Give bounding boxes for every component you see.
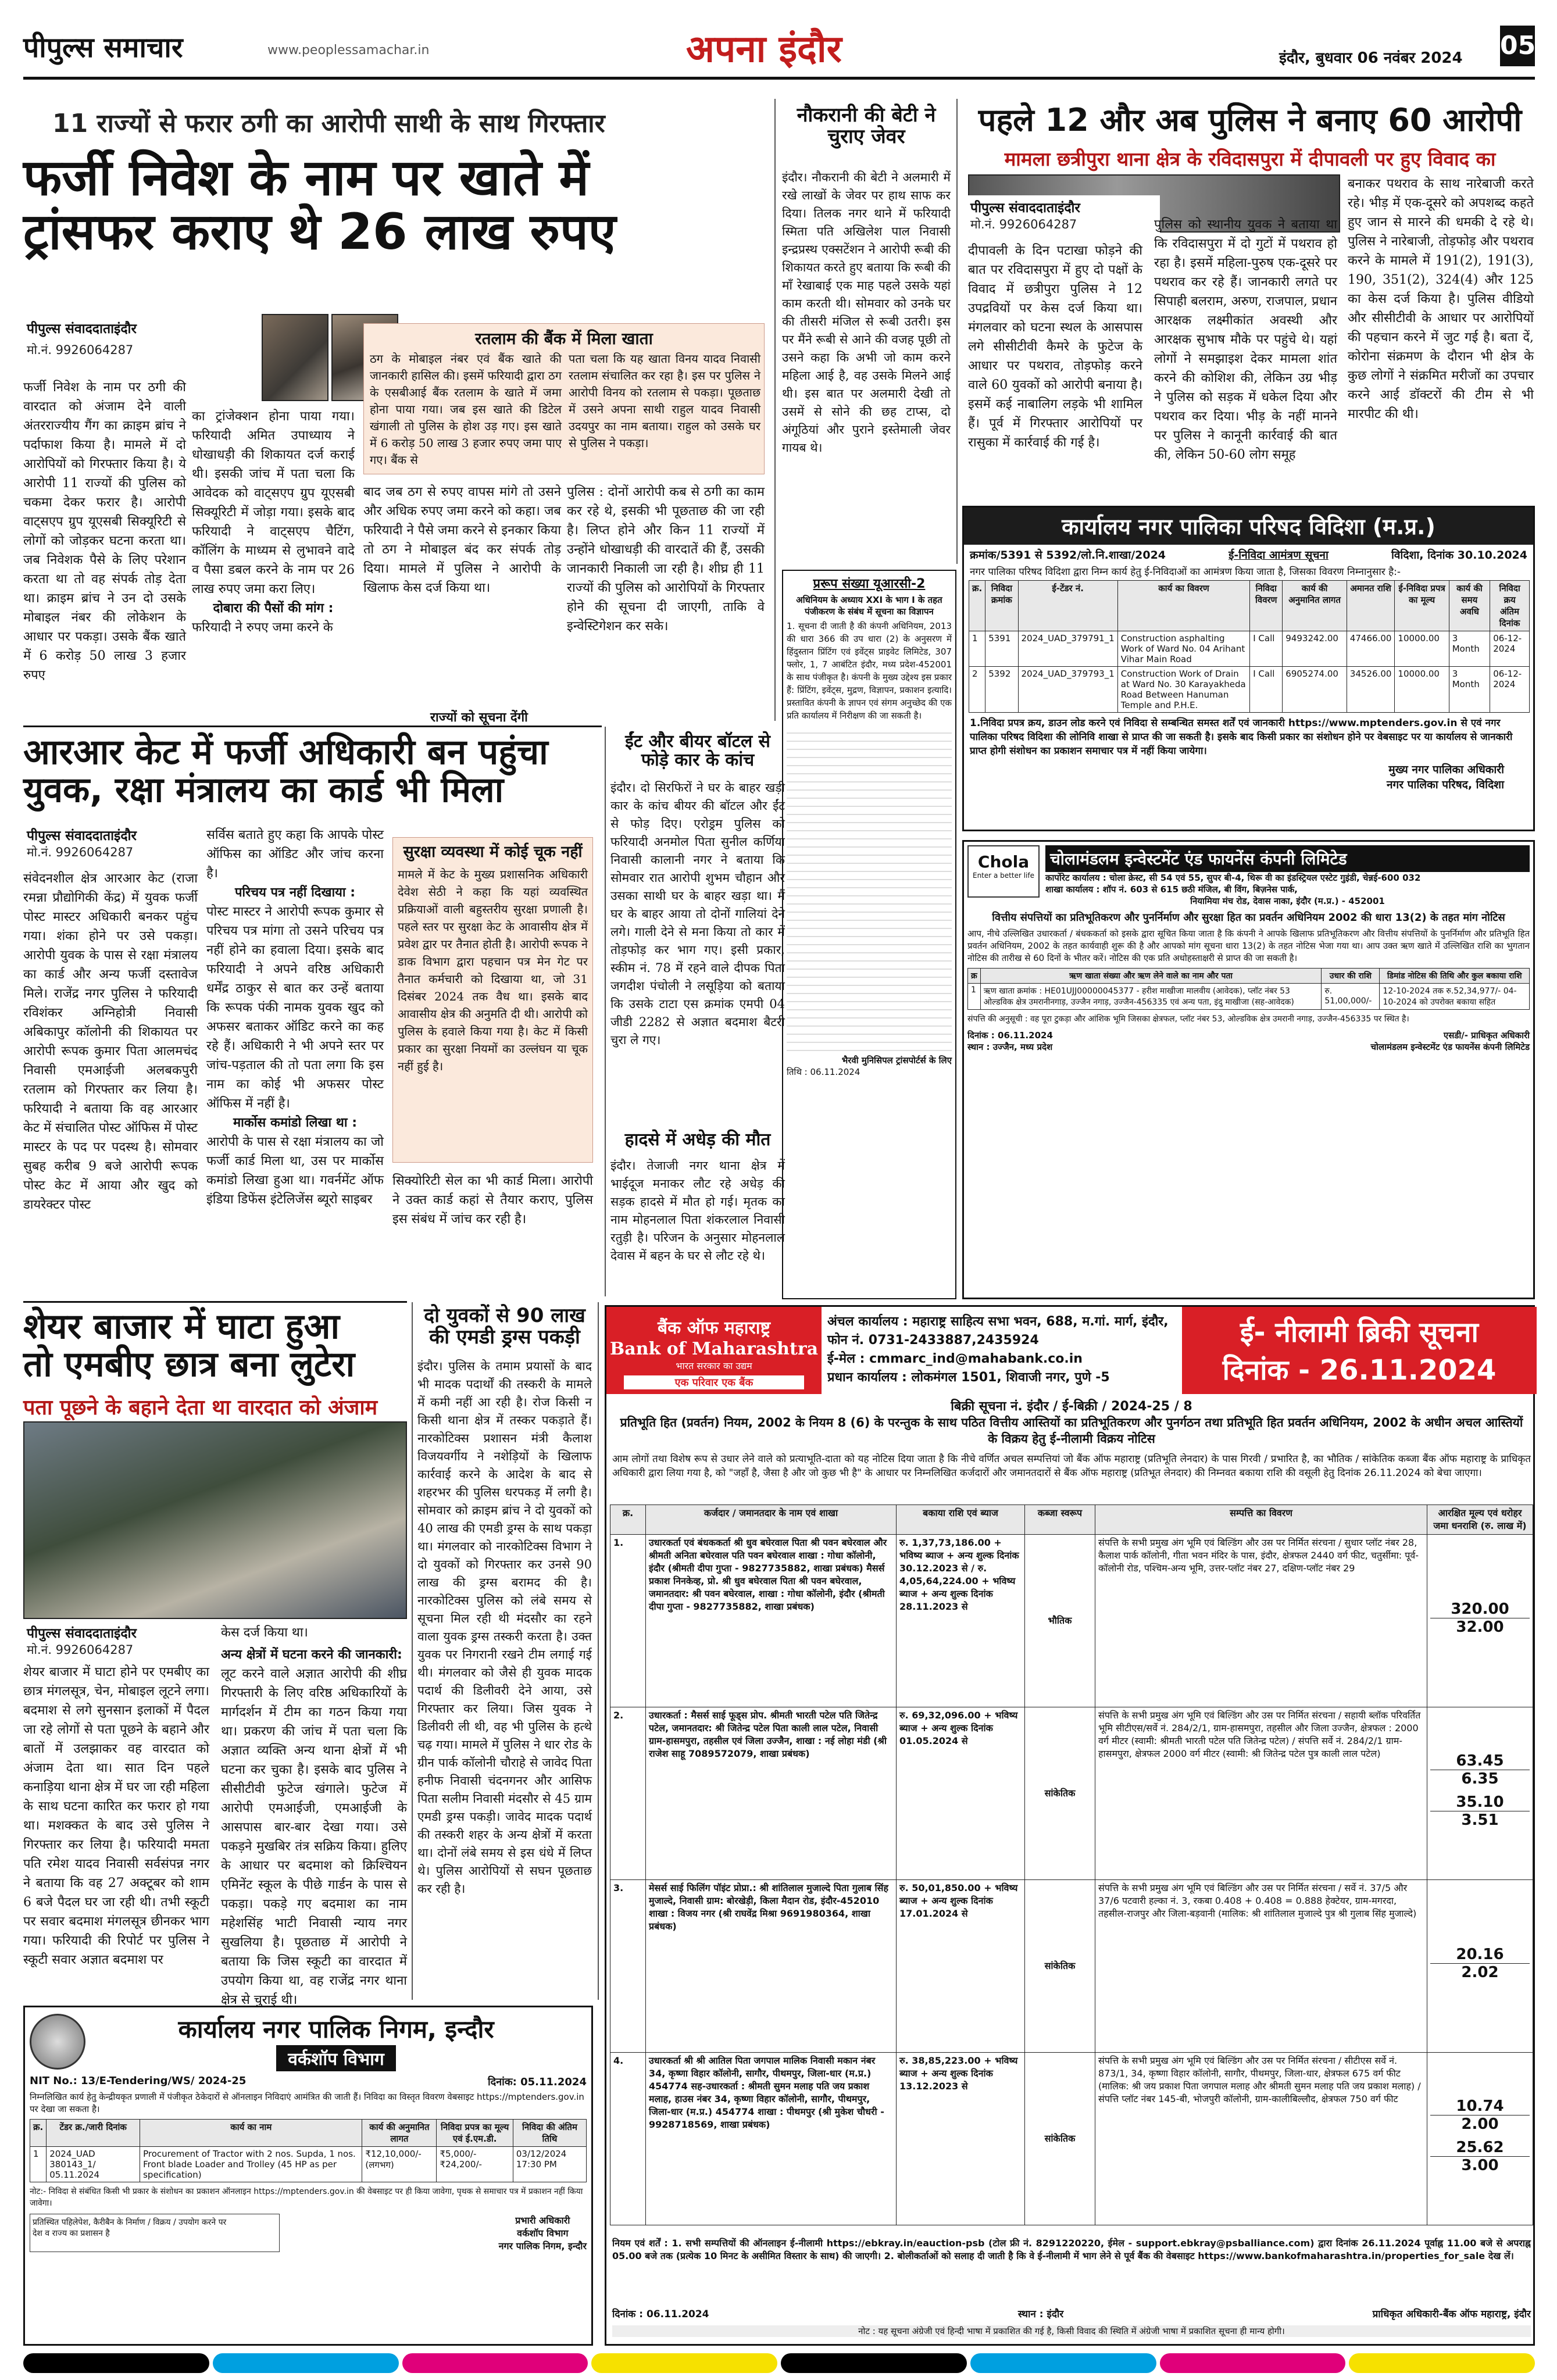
nigam-footer-left [30, 2214, 280, 2252]
table-cell: I Call [1250, 631, 1283, 667]
table-cell: Construction Work of Drain at Ward No. 30 Karayakheda Road Between Hanuman Temple and P.H.E. [1117, 667, 1249, 713]
table-header-cell: कार्य की अनुमानित लागत [362, 2120, 437, 2147]
bom-footer-date: दिनांक : 06.11.2024 [612, 2308, 709, 2320]
col-divider [774, 99, 776, 721]
table-cell: 2 [969, 667, 985, 713]
col-divider [956, 99, 958, 564]
table-cell: ₹5,000/- ₹24,200/- [437, 2147, 513, 2182]
col-divider [598, 1302, 599, 2000]
col2-text-b: फरियादी ने रुपए जमा करने के [192, 620, 333, 635]
bom-footer-sign: प्राधिकृत अधिकारी-बैंक ऑफ महाराष्ट्र, इंदौर [1372, 2308, 1531, 2320]
bom-title: ई- नीलामी ब्रिकी सूचना [1240, 1316, 1479, 1349]
byline-mobile: मो.नं. 9926064287 [27, 1643, 134, 1657]
story-drugs-headline [417, 1305, 592, 1348]
headline-line-1: फर्जी निवेश के नाम पर खाते में [23, 149, 589, 207]
story-mba-subhead: पता पूछने के बहाने देता था वारदात को अंजाम [23, 1396, 378, 1420]
color-swatch [781, 2353, 967, 2373]
table-header-cell: निविदा क्रमांक [985, 581, 1018, 631]
possession-cell: भौतिक [1025, 1535, 1095, 1707]
table-row [610, 2053, 1533, 2225]
nigam-sign-2: वर्कशॉप विभाग [517, 2228, 569, 2239]
property-cell: संपत्ति के सभी प्रमुख अंग भूमि एवं बिल्डिंग और उस पर निर्मित संरचना / सुधार प्लॉट नंबर 28, कैलाश पार्क कॉलोनी, गीता भवन मंदिर के पास, इंदौर, क्षेत्रफल 2440 वर्ग फीट, चतुर्सीमा: पूर्व-कॉलोनी रोड, पश्चिम-अन्य भूमि, उत्तर-प्लॉट नंबर 27, दक्षिण-प्लॉट नंबर 29 [1095, 1535, 1427, 1707]
table-header-cell: कब्जा स्वरूप [1025, 1505, 1095, 1535]
earnest-money: 2.02 [1461, 1963, 1499, 1981]
table-header-cell: कार्य की समय अवधि [1449, 581, 1490, 631]
table-header-cell: क्र. [610, 1505, 646, 1535]
story-mba-photo [23, 1421, 407, 1619]
col2-text-c: आरोपी के पास से रक्षा मंत्रालय का जो फर्जी कार्ड मिला था, उस पर मार्कोस कमांडो लिखा हुआ था। गवर्नमेंट ऑफ इंडिया डिफेंस इंटेलिजेंस ब्यूरो साइबर [206, 1135, 384, 1207]
story-fraud-headline [23, 151, 773, 259]
table-header-cell: क्र [968, 969, 981, 984]
borrower-cell: उधारकर्ता एवं बंधककर्ता श्री धुव बघेरवाल पिता श्री पवन बघेरवाल और श्रीमती अनिता बघेरवाल पति पवन बघेरवाल शाखा : गोधा कॉलोनी, इंदौर (श्रीमती दीपा गुप्ता - 9827735882, शाखा प्रबंधक) मैसर्स प्रकाश निनकेव्ह, प्रो. श्री धुव बघेरवाल पिता श्री पवन बघेरवाल, जमानतदार: श्री पवन बघेरवाल, शाखा : गोधा कॉलोनी, इंदौर (श्रीमती दीपा गुप्ता - 9827735882, शाखा प्रबंधक) [646, 1535, 897, 1707]
table-cell: I Call [1250, 667, 1283, 713]
reserve-price: 10.74 [1430, 2097, 1530, 2115]
story-fraud-col4: पुलिस : दोनों आरोपी कब से ठगी का काम कर रहे थे, इसकी भी पूछताछ की जा रही है। लिप्त होने और किन 11 राज्यों में उन्होंने धोखाधड़ी की वारदातें की हैं, उसकी जानकारी निकाली जा रही है। शीघ्र ही 11 राज्यों की पुलिस को आरोपियों के गिरफ्तार होने की सूचना दी जाएगी, ताकि वे इन्वेस्टिगेशन कर सके। [567, 485, 765, 634]
vidisha-sign-1: मुख्य नगर पालिका अधिकारी [1388, 763, 1504, 776]
vidisha-tender-notice [962, 506, 1535, 831]
chola-date: दिनांक : 06.11.2024 [967, 1030, 1053, 1041]
ratlam-box [363, 323, 765, 474]
bom-hq: प्रधान कार्यालय : लोकमंगल 1501, शिवाजी नगर, पुणे -5 [827, 1370, 1110, 1385]
table-header-cell: अमानत राशि [1347, 581, 1395, 631]
urc2-date: तिथि : 06.11.2024 [787, 1067, 860, 1077]
table-header-cell: निविदा क्रय अंतिम दिनांक [1490, 581, 1530, 631]
byline-name: पीपुल्स संवाददाता [27, 321, 115, 337]
chola-sign-2: चोलामंडलम इन्वेस्टमेंट एंड फायनेंस कंपनी लिमिटेड [1370, 1042, 1530, 1052]
chola-sign-1: एसडी/- प्राधिकृत अधिकारी [1443, 1030, 1530, 1041]
bom-act: प्रतिभूति हित (प्रवर्तन) नियम, 2002 के नियम 8 (6) के परन्तुक के साथ पठित वित्तीय आस्तियों का प्रतिभूतिकरण और पुनर्गठन तथा प्रतिभूति हित प्रवर्तन अधिनियम, 2002 के अधीन अचल आस्तियों के विक्रय हेतु ई-नीलामी विक्रय नोटिस [620, 1416, 1523, 1446]
color-swatch [1349, 2353, 1535, 2373]
chola-footer [967, 1030, 1530, 1053]
story-60-col2: पुलिस को स्थानीय युवक ने बताया था कि रविदासपुरा में दो गुटों में पथराव हो रहा है। इसमें महिला-पुरुष एक-दूसरे पर पथराव कर रहे हैं। जानकारी लगते पर सिपाही बलराम, अरुण, राजपाल, प्रधान आरक्षक लक्ष्मीकांत अवस्थी और आरक्षक सुभाष मौके पर पहुंचे थे। यहां लोगों ने समझाइश देकर मामला शांत करने की कोशिश की, लेकिन उग्र भीड़ ने पुलिस को सड़क में धकेल दिया और पथराव कर दिया। भीड़ के नहीं मानने पर पुलिस ने कानूनी कार्रवाई की बात की, लेकिन 50-60 लोग समूह [1154, 217, 1337, 462]
headline-line-2: तो एमबीए छात्र बना लुटेरा [23, 1343, 355, 1385]
chola-branch-2: नियामिया मंच रोड, देवास नाका, इंदौर (म.प्र.) - 452001 [1190, 896, 1385, 906]
story-60-headline: पहले 12 और अब पुलिस ने बनाए 60 आरोपी [978, 102, 1522, 138]
chola-logo-tag: Enter a better life [972, 871, 1034, 880]
col-divider [605, 727, 606, 1296]
nigam-footer [30, 2214, 587, 2252]
nigam-note: नोट:- निविदा से संबंधित किसी भी प्रकार के संशोधन का प्रकाशन ऑनलाइन https://mptenders.gov.in की वेबसाइट पर ही किया जावेगा, पृथक से समाचार पत्र में प्रकाशन नहीं किया जावेगा। [30, 2187, 583, 2208]
nigam-dept: वर्कशॉप विभाग [276, 2045, 396, 2071]
amount-cell: रु. 50,01,850.00 + भविष्य ब्याज + अन्य शुल्क दिनांक 17.01.2024 से [897, 1880, 1025, 2053]
table-row [610, 1707, 1533, 1880]
table-cell: 10000.00 [1395, 667, 1449, 713]
byline-name: पीपुल्स संवाददाता [970, 201, 1058, 216]
color-swatch [591, 2353, 777, 2373]
vidisha-signature [964, 762, 1533, 792]
table-cell: 2024_UAD_379793_1 [1018, 667, 1117, 713]
story-accident-body: इंदौर। तेजाजी नगर थाना क्षेत्र में भाईदूज मनाकर लौट रहे अधेड़ की सड़क हादसे में मौत हो गई। मृतक का नाम मोहनलाल पिता शंकरलाल निवासी रतुड़ी है। परिजन के अनुसार मोहनलाल देवास में बहन के घर से लौट रहे थे। [610, 1159, 785, 1263]
chola-header [967, 845, 1530, 907]
urc2-body: 1. सूचना दी जाती है की कंपनी अधिनियम, 2013 की धारा 366 की उप धारा (2) के अनुसरण में हिंदुस्तान प्रिंटिंग एवं इवेंट्स प्राइवेट लिमिटेड, 307 फ्लोर, 1, 7 आबंटित इंदौर, मध्य प्रदेश-452001 के साथ पंजीकृत है। कंपनी के मुख्य उद्देश्य इस प्रकार हैं: प्रिंटिंग, इवेंट्स, मुद्रण, विज्ञापन, प्रकाशन इत्यादि। प्रस्तावित कंपनी के ज्ञापन एवं संगम अनुच्छेद की एक प्रति कार्यालय में निरीक्षण की जा सकती है। [787, 621, 952, 721]
amount-cell: रु. 38,85,223.00 + भविष्य ब्याज + अन्य शुल्क दिनांक 13.12.2023 से [897, 2053, 1025, 2225]
earnest-money: 6.35 [1461, 1770, 1499, 1788]
color-swatch [213, 2353, 399, 2373]
nigam-sign-1: प्रभारी अधिकारी [515, 2215, 570, 2226]
vidisha-date: विदिशा, दिनांक 30.10.2024 [1391, 549, 1527, 562]
print-color-bar [23, 2353, 1535, 2373]
bom-tagline: एक परिवार एक बैंक [624, 1375, 804, 1389]
byline-mobile: मो.नं. 9926064287 [27, 343, 134, 357]
table-cell: रु. 51,00,000/- [1322, 984, 1380, 1010]
chola-logo [967, 845, 1040, 898]
nigam-refline [30, 2075, 587, 2089]
table-cell: 10000.00 [1395, 631, 1449, 667]
byline-mobile: मो.नं. 9926064287 [970, 217, 1077, 231]
ratlam-box-title: रतलाम की बैंक में मिला खाता [475, 329, 653, 348]
story-fraud-byline [27, 319, 259, 358]
byline-city: इंदौर [114, 321, 137, 337]
table-header-row [610, 1505, 1533, 1535]
table-cell: 5392 [985, 667, 1018, 713]
table-header-cell: क्र. [969, 581, 985, 631]
table-cell: 2024_UAD_379791_1 [1018, 631, 1117, 667]
ratlam-box-col2: पता चला कि यह खाता विनय यादव निवासी रतलाम संचालित कर रहा है। इस पर पुलिस ने आरोपी विनय को रतलाम से पकड़ा। पूछताछ में उसने अपना साथी राहुल यादव निवासी उदयपुर का नाम बताया। राहुल को उसके घर से पुलिस ने पकड़ा। [569, 352, 760, 450]
bom-office [827, 1313, 1176, 1387]
reserve-price: 320.00 [1430, 1600, 1530, 1618]
table-cell: 12-10-2024 तक रु.52,34,977/- 04-10-2024 को उपरोक्त बकाया सहित [1380, 984, 1530, 1010]
story-rrcat-col4: सिक्योरिटी सेल का भी कार्ड मिला। आरोपी ने उक्त कार्ड कहां से तैयार कराए, पुलिस इस संबंध में जांच कर रही है। [392, 1174, 593, 1227]
story-60-col1: दीपावली के दिन पटाखा फोड़ने की बात पर रविदासपुरा में हुए दो पक्षों के विवाद में छत्रीपुरा पुलिस ने 12 उपद्रवियों पर केस दर्ज किया था। मंगलवार को घटना स्थल के आसपास लगे सीसीटीवी कैमरे के फुटेज के आधार पर पथराव, तोड़फोड़ करने वाले 60 युवकों को आरोपी बनाया है। इसमें कई नाबालिग लड़के भी शामिल हैं। पूर्व में गिरफ्तार आरोपियों पर रासुका में कार्रवाई की गई है। [968, 244, 1142, 450]
paper-url: www.peoplessamachar.in [267, 43, 430, 58]
table-cell: 3 Month [1449, 631, 1490, 667]
table-row [969, 667, 1530, 713]
bom-table [610, 1505, 1533, 2225]
earnest-money: 3.51 [1461, 1811, 1499, 1829]
vidisha-sign-2: नगर पालिका परिषद, विदिशा [1387, 778, 1504, 791]
col2-subhead-2: मार्कोस कमांडो लिखा था : [233, 1116, 358, 1130]
bom-header-left [606, 1307, 822, 1394]
story-rrcat-col1: संवेदनशील क्षेत्र आरआर केट (राजा रमन्ना प्रौद्योगिकी केंद्र) में युवक फर्जी पोस्ट मास्टर अधिकारी बनकर पहुंच गया। शंका होने पर उसे पकड़ा। आरोपी युवक के पास से रक्षा मंत्रालय का कार्ड और अन्य फर्जी दस्तावेज मिले। राजेंद्र नगर पुलिस ने फरियादी रविशंकर अग्निहोत्री निवासी अबिकापुर कॉलोनी की शिकायत पर आरोपी रूपक कुमार पिता आलमचंद निवासी एमआईजी अलबकपुरी रतलाम को गिरफ्तार कर लिया है। फरियादी ने बताया कि वह आरआर केट में संचालित पोस्ट ऑफिस में पोस्ट मास्टर के पद पर पदस्थ है। सोमवार सुबह करीब 9 बजे आरोपी रूपक पोस्ट केट में आया और खुद को डायरेक्टर पोस्ट [23, 871, 198, 1212]
paper-name: पीपुल्स समाचार [23, 31, 183, 64]
nigam-table [30, 2119, 587, 2182]
bom-eauction-notice [605, 1305, 1535, 2346]
table-header-row [30, 2120, 587, 2147]
col2-text-b: पोस्ट मास्टर ने आरोपी रूपक कुमार से परिचय पत्र मांगा तो उसने परिचय पत्र नहीं होने का हवाला दिया। इसके बाद फरियादी ने अपने वरिष्ठ अधिकारी धर्मेंद्र ठाकुर से बात कर उन्हें बताया कि रूपक पंकी नामक युवक खुद को अफसर बताकर ऑडिट करने का कह रहे हैं। अधिकारी ने भी अपने स्तर पर जांच-पड़ताल की तो पता लगा कि इस नाम का कोई भी अफसर पोस्ट ऑफिस में नहीं है। [206, 905, 384, 1111]
table-header-cell: ई-टेंडर नं. [1018, 581, 1117, 631]
table-header-cell: डिमांड नोटिस की तिथि और कुल बकाया राशि [1380, 969, 1530, 984]
table-cell: 1 [969, 631, 985, 667]
bom-note: नोट : यह सूचना अंग्रेजी एवं हिन्दी भाषा में प्रकाशित की गई है, किसी विवाद की स्थिति में अंग्रेजी भाषा में प्रकाशित सूचना ही मान्य होगी। [612, 2325, 1531, 2337]
bom-office-address: अंचल कार्यालय : महाराष्ट्र साहित्य सभा भवन, 688, म.गां. मार्ग, इंदौर, फोन नं. 0731-2433887,2435924 [827, 1314, 1169, 1348]
chola-title: चोलामंडलम इन्वेस्टमेंट एंड फायनेंस कंपनी लिमिटेड [1045, 845, 1530, 872]
table-cell: 47466.00 [1347, 631, 1395, 667]
story-mba-byline [27, 1623, 213, 1658]
section-rule [23, 726, 602, 727]
table-header-cell: सम्पत्ति का विवरण [1095, 1505, 1427, 1535]
nigam-intro: निम्नलिखित कार्य हेतु केन्द्रीयकृत प्रणाली में पंजीकृत ठेकेदारों से ऑनलाइन निविदाएं आमंत्रित की जाती हैं। निविदा का विस्तृत विवरण वेबसाइट https://mptenders.gov.in पर देखा जा सकता है। [30, 2092, 584, 2114]
col2-subhead: अन्य क्षेत्रों में घटना करने की जानकारी: [221, 1648, 402, 1662]
table-cell: 6905274.00 [1283, 667, 1347, 713]
security-box-title: सुरक्षा व्यवस्था में कोई चूक नहीं [403, 843, 583, 861]
table-row [968, 984, 1530, 1010]
bom-terms: नियम एवं शर्तें : 1. सभी सम्पत्तियों की ऑनलाइन ई-नीलामी https://ebkray.in/eauction-psb (टोल फ्री नं. 8291220220, ईमेल - support.ebkray@psballiance.com) द्वारा दिनांक 26.11.2024 पूर्वाह्न 11.00 बजे से अपराह्न 05.00 बजे तक (प्रत्येक 10 मिनट के असीमित विस्तार के साथ) की जाएगी। 2. बोलीकर्ताओं को सलाह दी जाती है कि वे ई-नीलामी में भाग लेने से पूर्व बैंक की वेबसाइट https://www.bankofmaharashtra.in/properties_for_sale देख लें। [612, 2238, 1531, 2261]
urc2-subtitle: अधिनियम के अध्याय XXI के भाग I के तहत पंजीकरण के संबंध में सूचना का विज्ञापन [796, 595, 942, 617]
headline-line-1: दो युवकों से 90 लाख [424, 1304, 585, 1327]
story-drugs-body: इंदौर। पुलिस के तमाम प्रयासों के बाद भी मादक पदार्थों की तस्करी के मामले में कमी नहीं आ रही है। रोज किसी न किसी थाना क्षेत्र में तस्कर पकड़ाते हैं। नारकोटिक्स प्रशासन मंत्री कैलाश विजयवर्गीय ने नशेड़ियों के खिलाफ कार्रवाई करने के आदेश के बाद से शहरभर की पुलिस धरपकड़ में लगी है। सोमवार को क्राइम ब्रांच ने दो युवकों को 40 लाख की एमडी ड्रग्स के साथ पकड़ा था। मंगलवार को नारकोटिक्स विभाग ने दो युवकों को गिरफ्तार कर उनसे 90 लाख की ड्रग्स बरामद की है। नारकोटिक्स पुलिस को लंबे समय से सूचना मिल रही थी मंदसौर का रहने वाला युवक ड्रग्स तस्करी करता है। उक्त युवक पर निगरानी रखने टीम लगाई गई थी। मंगलवार को जैसे ही युवक मादक पदार्थ की डिलीवरी देने आया, उसे गिरफ्तार कर लिया। जिस युवक ने डिलीवरी ली थी, वह भी पुलिस के हत्थे चढ़ गया। मामले में पुलिस ने धार रोड के ग्रीन पार्क कॉलोनी चौराहे से जावेद पिता हनीफ निवासी चंदनगनर और आसिफ पिता सलीम निवासी मंदसौर से 45 ग्राम एमडी ड्रग्स पकड़ी। जावेद मादक पदार्थ की तस्करी शहर के अन्य क्षेत्रों में करता था। दोनों लंबे समय से इस धंधे में लिप्त थे। पुलिस आरोपियों से सघन पूछताछ कर रही है। [417, 1359, 592, 1896]
byline-city: इंदौर [114, 828, 137, 844]
masthead [23, 17, 1535, 76]
color-swatch [23, 2353, 209, 2373]
table-header-cell: क्र. [30, 2120, 47, 2147]
chola-intro: आप, नीचे उल्लिखित उधारकर्ता / बंधककर्ता को इसके द्वारा सूचित किया जाता है कि कंपनी ने आपके खिलाफ प्रतिभूतिकरण और वित्तीय संपत्तियों के पुनर्निर्माण और प्रतिभूति हित प्रवर्तन अधिनियम, 2002 के तहत कार्यवाही शुरू की है और आपको मांग सूचना धारा 13(2) के तहत नोटिस भेजा गया था। आप उक्त ऋण खाते में उल्लिखित राशि का भुगतान नोटिस की तारीख से 60 दिनों के भीतर करें। नोटिस की एक प्रति अधोहस्ताक्षरी से प्राप्त की जा सकती है। [967, 928, 1530, 963]
chola-table [967, 968, 1530, 1010]
possession-cell: सांकेतिक [1025, 1880, 1095, 2053]
table-cell: 4. [610, 2053, 646, 2225]
bom-logo-sub: भारत सरकार का उद्यम [676, 1360, 752, 1371]
table-row [969, 631, 1530, 667]
color-swatch [1160, 2353, 1346, 2373]
accused-photo-1 [262, 314, 328, 401]
table-header-cell: ई-निविदा प्रपत्र का मूल्य [1395, 581, 1449, 631]
col-divider [412, 1302, 413, 2000]
chola-place: स्थान : उज्जैन, मध्य प्रदेश [967, 1042, 1053, 1052]
reserve-cell [1427, 1535, 1533, 1707]
story-mba-col1: शेयर बाजार में घाटा होने पर एमबीए का छात्र मंगलसूत्र, चेन, मोबाइल लूटने लगा। बदमाश से लगे सुनसान इलाकों में पैदल जा रहे लोगों से पता पूछने के बहाने और बातों में उलझाकर वह वारदात को अंजाम देता था। सात दिन पहले कनाड़िया थाना क्षेत्र में घर जा रही महिला के साथ घटना कारित कर फरार हो गया था। मशक्कत के बाद उसे पुलिस ने गिरफ्तार कर लिया है। फरियादी ममता पति रमेश यादव निवासी सर्वसंपन्न नगर ने बताया कि वह 27 अक्टूबर को शाम 6 बजे पैदल घर जा रही थी। तभी स्कूटी पर सवार बदमाश मंगलसूत्र छीनकर भाग गया। फरियादी की रिपोर्ट पर पुलिस ने स्कूटी सवार अज्ञात बदमाश पर [23, 1665, 209, 1967]
table-header-cell: निविदा की अंतिम तिथि [513, 2120, 586, 2147]
nigam-footer-note-2: देश व राज्य का प्रशासन है [33, 2229, 110, 2238]
table-cell: 2024_UAD 380143_1/ 05.11.2024 [47, 2147, 140, 2182]
reserve-price: 35.10 [1430, 1793, 1530, 1811]
nigam-title: कार्यालय नगर पालिक निगम, इन्दौर [178, 2015, 494, 2043]
color-swatch [970, 2353, 1156, 2373]
story-rrcat-col2 [206, 826, 384, 1291]
property-cell: संपत्ति के सभी प्रमुख अंग भूमि एवं बिल्डिंग और उस पर निर्मित संरचना / सीटीएस सर्वे नं. 873/1, 34, कृष्णा विहार कॉलोनी, सागौर, पीथमपुर, जिला-धार, क्षेत्रफल 675 वर्ग फीट (मालिक: श्री जय प्रकाश पिता जगपाल मलाह और श्रीमती सुमन मलाह पति जय प्रकाश मलाह) / संपत्ति प्लॉट नंबर 145-बी, भोजपुरी कॉलोनी, ग्राम-कालीबिल्लौद, क्षेत्रफल 750 वर्ग फीट [1095, 2053, 1427, 2225]
byline-city: इंदौर [1058, 201, 1080, 216]
col2-subhead-1: परिचय पत्र नहीं दिखाया : [234, 885, 356, 900]
story-maid-body: इंदौर। नौकरानी की बेटी ने अलमारी में रखे लाखों के जेवर पर हाथ साफ कर दिया। तिलक नगर थाने में फरियादी स्मिता पति अखिलेश पाल निवासी इन्द्रप्रस्थ एक्सटेंशन ने आरोपी रूबी की शिकायत करते हुए बताया कि रूबी की माँ रेखाबाई एक माह पहले उसके यहां काम करती थी। सोमवार को उनके घर की तीसरी मंजिल से रूबी उतरी। इस पर मैंने रूबी से आने की वजह पूछी तो उसने कहा कि अभी जो काम करने महिला आई है, वह उसके मिलने आई थी। इस बात पर अलमारी देखी तो उसमें से सोने की छह टाप्स, दो अंगूठियां और पुराने इस्तेमाली जेवर गायब थे। [782, 170, 951, 455]
story-60-subhead: मामला छत्रीपुरा थाना क्षेत्र के रविदासपुरा में दीपावली पर हुए विवाद का [1004, 148, 1496, 170]
table-cell: 9493242.00 [1283, 631, 1347, 667]
byline-name: पीपुल्स संवाददाता [27, 1626, 115, 1641]
table-header-cell: कार्य की अनुमानित लागत [1283, 581, 1347, 631]
urc2-body-continued [787, 726, 952, 1051]
section-title: अपना इंदौर [686, 28, 842, 71]
table-header-cell: आरक्षित मूल्य एवं धरोहर जमा धनराशि (रु. लाख में) [1427, 1505, 1533, 1535]
reserve-price: 25.62 [1430, 2139, 1530, 2157]
chola-property: संपत्ति की अनुसूची : वह पूरा टुकड़ा और आंशिक भूमि जिसका क्षेत्रफल, प्लॉट नंबर 53, ओल्डविक क्षेत्र उमरानी नगाड़, उज्जैन-456335 पर स्थित है। [967, 1014, 1409, 1024]
table-cell: 34526.00 [1347, 667, 1395, 713]
headline-line-1: शेयर बाजार में घाटा हुआ [23, 1306, 340, 1347]
table-cell: 06-12-2024 [1490, 631, 1530, 667]
col2-text: लूट करने वाले अज्ञात आरोपी की शीघ्र गिरफ्तारी के लिए वरिष्ठ अधिकारियों के मार्गदर्शन में टीम का गठन किया गया था। प्रकरण की जांच में पता चला कि अज्ञात व्यक्ति अन्य थाना क्षेत्रों में भी घटना कर चुका है। इसके बाद पुलिस ने सीसीटीवी फुटेज खंगाले। फुटेज में आरोपी एमआईजी, एमआईजी के आसपास बार-बार देखा गया। उसे पकड़ने मुखबिर तंत्र सक्रिय किया। हुलिए के आधार पर बदमाश को क्रिश्चियन एमिनेंट स्कूल के पीछे गार्डन के पास से पकड़ा। पकड़े गए बदमाश का नाम महेशसिंह भाटी निवासी न्याय नगर सुखलिया है। पूछताछ में आरोपी ने बताया कि जिस स्कूटी का वारदात में उपयोग किया था, वह राजेंद्र नगर थाना क्षेत्र से चुराई थी। [221, 1667, 407, 2007]
table-cell: Construction asphalting Work of Ward No. 04 Arihant Vihar Main Road [1117, 631, 1249, 667]
section-rule [23, 1301, 407, 1303]
chola-notice [962, 840, 1535, 1299]
dateline: इंदौर, बुधवार 06 नवंबर 2024 [1279, 49, 1463, 67]
nigam-date: दिनांक: 05.11.2024 [487, 2076, 587, 2088]
story-mba-col2 [221, 1645, 407, 2007]
table-cell: 1 [968, 984, 981, 1010]
story-bottle-headline: ईंट और बीयर बॉटल से फोड़े कार के कांच [625, 731, 770, 771]
possession-cell: सांकेतिक [1025, 1707, 1095, 1880]
page-number: 05 [1500, 26, 1535, 66]
vidisha-intro: नगर पालिका परिषद विदिशा द्वारा निम्न कार्य हेतु ई-निविदाओं का आमंत्रण किया जाता है, जिसका विवरण निम्नानुसार है:- [970, 566, 1401, 578]
bom-intro: आम लोगों तथा विशेष रूप से उधार लेने वाले को प्रत्याभूति-दाता को यह नोटिस दिया जाता है कि नीचे वर्णित अचल सम्पत्तियां जो बैंक ऑफ महाराष्ट्र (प्रतिभूति लेनदार) के पास गिरवी / प्रभारित है, का भौतिक / सांकेतिक कब्जा बैंक ऑफ महाराष्ट्र के प्राधिकृत अधिकारी द्वारा लिया गया है, को "जहाँ है, जैसा है और जो कुछ भी है" के आधार पर निम्नलिखित कर्जदारों और जमानतदारों से बैंक ऑफ महाराष्ट्र (प्रतिभूत लेनदार) की निम्नवत बकाया राशि की वसूली हेतु दिनांक 26.11.2024 को बेचा जाएगा। [612, 1453, 1531, 1479]
table-header-cell: कार्य का विवरण [1117, 581, 1249, 631]
nigam-sign-3: नगर पालिक निगम, इन्दौर [498, 2240, 587, 2252]
story-rrcat-byline [27, 826, 201, 860]
nigam-emblem-icon [30, 2014, 85, 2070]
story-rrcat-headline [23, 734, 602, 809]
security-box-body: मामले में केट के मुख्य प्रशासनिक अधिकारी देवेश सेठी ने कहा कि यहां व्यवस्थित प्रक्रियाओं वाली बहुस्तरीय सुरक्षा प्रणाली है। पहले स्तर पर सुरक्षा केट के आवासीय क्षेत्र में प्रवेश द्वार पर तैनात होती है। आरोपी रूपक ने डाक विभाग द्वारा पहचान पत्र मेन गेट पर तैनात कर्मचारी को दिखाया था, जो 31 दिसंबर 2024 तक वैध था। इसके बाद आवासीय क्षेत्र की अनुमति दी थी। आरोपी को पुलिस के हवाले किया गया है। केट में किसी प्रकार का सुरक्षा नियमों का उल्लंघन या चूक नहीं हुई है। [398, 867, 588, 1073]
bom-footer-place: स्थान : इंदौर [1017, 2308, 1064, 2320]
chola-act: वित्तीय संपत्तियों का प्रतिभूतिकरण और पुनर्निर्माण और सुरक्षा हित का प्रवर्तन अधिनियम 2002 की धारा 13(2) के तहत मांग नोटिस [992, 912, 1505, 924]
chola-branch: शाखा कार्यालय : शॉप नं. 603 से 615 छठी मंजिल, बी विंग, बिज़नेस पार्क, [1045, 884, 1298, 895]
table-header-cell: उधार की राशि [1322, 969, 1380, 984]
story-fraud-col2 [192, 407, 355, 732]
table-header-cell: कार्य का नाम [140, 2120, 362, 2147]
reserve-cell [1427, 1880, 1533, 2053]
reserve-price: 20.16 [1430, 1946, 1530, 1964]
possession-cell: सांकेतिक [1025, 2053, 1095, 2225]
chola-logo-text: Chola [977, 852, 1030, 871]
table-cell: Procurement of Tractor with 2 nos. Supda, 1 nos. Front blade Loader and Trolley (45 HP as per specification) [140, 2147, 362, 2182]
earnest-money: 3.00 [1461, 2157, 1499, 2174]
vidisha-caption: ई-निविदा आमंत्रण सूचना [1229, 549, 1329, 562]
earnest-money: 2.00 [1461, 2115, 1499, 2133]
table-cell: 3. [610, 1880, 646, 2053]
col2-text: सर्विस बताते हुए कहा कि आपके पोस्ट ऑफिस का ऑडिट और जांच करना है। [206, 828, 384, 881]
table-cell: 1 [30, 2147, 47, 2182]
borrower-cell: उधारकर्ता श्री श्री आतिल पिता जगपाल मालिक निवासी मकान नंबर 34, कृष्णा विहार कॉलोनी, सागौर, पीथमपुर, जिला-धार (म.प्र.) 454774 सह-उधारकर्ता : श्रीमती सुमन मलाह पति जय प्रकाश मलाह, हाउस नंबर 34, कृष्णा विहार कॉलोनी, सागौर, पीथमपुर, जिला-धार (म.प्र.) 454774 शाखा : पीथमपुर (श्री मुकेश चौधरी - 9928718569, शाखा प्रबंधक) [646, 2053, 897, 2225]
table-cell: 5391 [985, 631, 1018, 667]
property-cell: संपत्ति के सभी प्रमुख अंग भूमि एवं बिल्डिंग और उस पर निर्मित संरचना / सहायी ब्लॉक परिवर्तित भूमि सीटीएस/सर्वे नं. 284/2/1, ग्राम-हासमपुरा, तहसील और जिला उज्जैन, क्षेत्रफल : 2000 वर्ग मीटर (स्वामी: श्रीमती भारती पटेल पति जितेन्द्र पटेल) / संपत्ति सर्वे नं. 284/2/1 ग्राम-हासमपुरा, क्षेत्रफल 2000 वर्ग मीटर (स्वामी: श्री जितेन्द्र पटेल पुत्र काली लाल पटेल) [1095, 1707, 1427, 1880]
table-header-cell: ऋण खाता संख्या और ऋण लेने वाले का नाम और पता [980, 969, 1322, 984]
col2-text: का ट्रांजेक्शन होना पाया गया। फरियादी अमित उपाध्याय ने धोखाधड़ी की शिकायत दर्ज कराई थी। इसकी जांच में पता चला कि आवेदक को वाट्सएप ग्रुप यूएसबी सिक्यूरिटी में जोड़ा गया। इसके बाद फरियादी ने वाट्सएप चैटिंग, कॉलिंग के माध्यम से लुभावने वादे व पैसा डबल करने के नाम पर 26 लाख रुपए जमा करा लिए। [192, 409, 355, 596]
story-60-byline [968, 195, 1160, 235]
story-bottle-body: इंदौर। दो सिरफिरों ने घर के बाहर खड़ी कार के कांच बीयर की बॉटल और ईंट से फोड़ दिए। एरोड्रम पुलिस को फरियादी अनमोल पिता सुनील कर्णिया निवासी कालानी नगर ने बताया कि सोमवार रात आरोपी शुभम चौहान और उसका साथी घर के बाहर खड़ा था। मैं घर के बाहर आया तो दोनों गालियां देने लगे। गाली देने से मना किया तो कार में तोड़फोड़ कर भाग गए। इसी प्रकार, स्कीम नं. 78 में रहने वाले दीपक पिता जगदीश पंचोली ने लसूड़िया को बताया कि उसके टाटा एस क्रमांक एमपी 04 जीडी 2282 से अज्ञात बदमाश बैटरी चुरा ले गए। [610, 781, 785, 1047]
borrower-cell: उधारकर्ता : मैसर्स साई फूड्स प्रोप. श्रीमती भारती पटेल पति जितेन्द्र पटेल, जमानतदार: श्री जितेन्द्र पटेल पिता काली लाल पटेल, निवासी ग्राम-हासमपुरा, तहसील एवं जिला उज्जैन, शाखा : नई लोहा मंडी (श्री राजेश साहू 7089572079, शाखा प्रबंधक) [646, 1707, 897, 1880]
table-header-row [968, 969, 1530, 984]
table-cell: 3 Month [1449, 667, 1490, 713]
bom-logo-hindi: बैंक ऑफ महाराष्ट्र [657, 1318, 771, 1338]
bom-footer [612, 2307, 1531, 2320]
nigam-signature [499, 2214, 587, 2252]
urc2-title: प्ररूप संख्या यूआरसी-2 [813, 577, 926, 591]
table-header-cell: टेंडर क्र./जारी दिनांक [47, 2120, 140, 2147]
table-header-row [969, 581, 1530, 631]
story-mba-headline [23, 1308, 407, 1384]
vidisha-ref: क्रमांक/5391 से 5392/लो.नि.शाखा/2024 [970, 549, 1166, 562]
ratlam-box-col1: ठग के मोबाइल नंबर एवं बैंक खाते की जानकारी हासिल की। इसमें फरियादी द्वारा ठग के एसबीआई बैंक रतलाम के खाते में जमा होना पाया गया। जब इस खाते की डिटेल खंगाली तो पुलिस के होश उड़ गए। इस खाते में 6 करोड़ 50 लाख 3 हजार रुपए जमा पाए गए। बैंक से [370, 352, 562, 467]
table-cell: 03/12/2024 17:30 PM [513, 2147, 586, 2182]
table-cell: 1. [610, 1535, 646, 1707]
bom-logo-english: Bank of Maharashtra [609, 1339, 819, 1359]
bom-date: दिनांक - 26.11.2024 [1222, 1354, 1497, 1386]
vidisha-refline [964, 545, 1533, 564]
bom-ref: बिक्री सूचना नं. इंदौर / ई-बिक्री / 2024-25 / 8 [951, 1399, 1192, 1414]
amount-cell: रु. 1,37,73,186.00 + भविष्य ब्याज + अन्य शुल्क दिनांक 30.12.2023 से / रु. 4,05,64,224.00 + भविष्य ब्याज + अन्य शुल्क दिनांक 28.11.2023 से [897, 1535, 1025, 1707]
story-fraud-col3-end: राज्यों को सूचना देंगी [430, 710, 528, 725]
story-accident-headline: हादसे में अधेड़ की मौत [624, 1130, 771, 1150]
table-header-cell: कर्जदार / जमानतदार के नाम एवं शाखा [646, 1505, 897, 1535]
table-header-cell: निविदा प्रपत्र का मूल्य एवं ई.एम.डी. [437, 2120, 513, 2147]
color-swatch [402, 2353, 588, 2373]
nigam-tender-notice [23, 2006, 593, 2346]
story-fraud-col3: बाद जब ठग से रुपए वापस मांगे तो उसने और अधिक रुपए जमा करने को कहा। जब फरियादी ने पैसे जमा करने से इनकार किया तो ठग ने मोबाइल बंद कर संपर्क तोड़ दिया। मामले में पुलिस ने आरोपी के खिलाफ केस दर्ज किया था। [363, 485, 561, 595]
bom-email: ई-मेल : cmmarc_ind@mahabank.co.in [827, 1352, 1083, 1366]
property-cell: संपत्ति के सभी प्रमुख अंग भूमि एवं बिल्डिंग और उस पर निर्मित संरचना / सर्वे नं. 37/5 और 37/6 पटवारी हल्का नं. 3, रकबा 0.408 + 0.408 = 0.888 हेक्टेयर, ग्राम-मगरदा, तहसील-राजपुर और जिला-बड़वानी (मालिक: श्री शांतिलाल मुजाल्दे पुत्र श्री गुलाब सिंह मुजाल्दे) [1095, 1880, 1427, 2053]
reserve-price: 63.45 [1430, 1752, 1530, 1770]
byline-city: इंदौर [114, 1626, 137, 1641]
earnest-money: 32.00 [1456, 1618, 1504, 1636]
table-cell: 06-12-2024 [1490, 667, 1530, 713]
rrcat-security-box [392, 837, 593, 1163]
table-row [610, 1880, 1533, 2053]
headline-line-2: युवक, रक्षा मंत्रालय का कार्ड भी मिला [23, 769, 504, 810]
story-mba-photo-caption: केस दर्ज किया था। [221, 1625, 308, 1640]
headline-line-1: आरआर केट में फर्जी अधिकारी बन पहुंचा [23, 732, 548, 773]
reserve-cell [1427, 1707, 1533, 1880]
story-fraud-kicker: 11 राज्यों से फरार ठगी का आरोपी साथी के साथ गिरफ्तार [52, 109, 605, 138]
chola-address: कार्पोरेट कार्यालय : चोला क्रेस्ट, सी 54 एवं 55, सुपर बी-4, थिरू वी का इंडस्ट्रियल एस्टेट गुइंडी, चेन्नई-600 032 [1045, 873, 1421, 883]
amount-cell: रु. 69,32,096.00 + भविष्य ब्याज + अन्य शुल्क दिनांक 01.05.2024 से [897, 1707, 1025, 1880]
headline-line-2: की एमडी ड्रग्स पकड़ी [429, 1325, 580, 1349]
table-cell: ऋण खाता क्रमांक : HE01UJJ00000045377 - हरीश माखीजा मालवीय (आवेदक), प्लॉट नंबर 53 ओल्डविक क्षेत्र उमरानीनगाड़, उज्जैन नगाड़, उज्जैन-456335 एवं अन्य पता, इंदु माखीजा (सह-आवेदक) [980, 984, 1322, 1010]
byline-mobile: मो.नं. 9926064287 [27, 845, 134, 859]
byline-name: पीपुल्स संवाददाता [27, 828, 115, 844]
col2-subhead: दोबारा की पैसों की मांग : [213, 601, 334, 616]
headline-line-2: ट्रांसफर कराए थे 26 लाख रुपए [23, 202, 616, 261]
borrower-cell: मेसर्स साई फिलिंग पॉइंट प्रोप्रा.: श्री शांतिलाल मुजाल्दे पिता गुलाब सिंह मुजाल्दे, निवासी ग्राम: बोरखेड़ी, किला मैदान रोड, इंदौर-452010 शाखा : विजय नगर (श्री राघवेंद्र मिश्रा 9691980364, शाखा प्रबंधक) [646, 1880, 897, 2053]
table-cell: ₹12,10,000/- (लगभग) [362, 2147, 437, 2182]
urc2-notice [782, 570, 956, 1299]
table-header-cell: बकाया राशि एवं ब्याज [897, 1505, 1025, 1535]
table-row [610, 1535, 1533, 1707]
table-header-cell: निविदा विवरण [1250, 581, 1283, 631]
nigam-nit: NIT No.: 13/E-Tendering/WS/ 2024-25 [30, 2075, 247, 2087]
nigam-footer-note-1: प्रतिस्थित पहिलेपेश, कैरीबैन के निर्माण / विक्रय / उपयोग करने पर [33, 2218, 227, 2227]
bom-title-box [1182, 1307, 1537, 1394]
masthead-rule [23, 77, 1535, 80]
urc2-sign: भैरवी मुनिसिपल ट्रांसपोर्टर्स के लिए [841, 1055, 952, 1066]
nigam-header [30, 2012, 587, 2071]
vidisha-title: कार्यालय नगर पालिका परिषद विदिशा (म.प्र.) [964, 508, 1533, 545]
story-60-col3: बनाकर पथराव के साथ नारेबाजी करते रहे। भीड़ में एक-दूसरे को अपशब्द कहते हुए जान से मारने की धमकी दे रहे थे। पुलिस ने नारेबाजी, तोड़फोड़ और पथराव करने के मामले में 191(2), 191(3), 190, 351(2), 324(4) और 125 का केस दर्ज किया है। पुलिस वीडियो और सीसीटीवी के आधार पर आरोपियों की पहचान करने में जुट गई है। बता दें, कोरोना संक्रमण के दौरान भी क्षेत्र के कुछ लोगों ने संक्रमित मरीजों का उपचार करने आई डॉक्टरों की टीम से भी मारपीट की थी। [1348, 177, 1534, 421]
story-maid-headline: नौकरानी की बेटी ने चुराए जेवर [797, 103, 936, 148]
vidisha-table [969, 580, 1530, 713]
story-fraud-col1: फर्जी निवेश के नाम पर ठगी की वारदात को अंजाम देने वाली अंतरराज्यीय गैंग का क्राइम ब्रांच ने पर्दाफाश किया है। मामले में दो आरोपियों को गिरफ्तार किया है। ये आरोपी 11 राज्यों की पुलिस को चकमा देकर फरार है। आरोपी वाट्सएप ग्रुप यूएसबी सिक्यूरिटी से लोगों को जोड़कर घटना करता था। जब निवेशक पैसे के लिए परेशान करता था तो वह संपर्क तोड़ देता था। क्राइम ब्रांच ने उन दो उसके मोबाइल नंबर की लोकेशन के आधार पर पकड़ा। उसके बैंक खाते में 6 करोड़ 50 लाख 3 हजार रुपए [23, 380, 186, 682]
table-cell: 2. [610, 1707, 646, 1880]
reserve-cell [1427, 2053, 1533, 2225]
vidisha-note: 1.निविदा प्रपत्र क्रय, डाउन लोड करने एवं निविदा से सम्बन्धित समस्त शर्तें एवं जानकारी https://www.mptenders.gov.in से एवं नगर पालिका परिषद विदिशा की लोनिवि शाखा से प्राप्त की जा सकती है। इसके बाद किसी प्रकार का संशोधन होने पर वेबसाइट पर या कार्यालय से जानकारी प्राप्त होगी संशोधन का प्रकाशन समाचार पत्र में नहीं किया जायेगा। [970, 717, 1513, 757]
table-row [30, 2147, 587, 2182]
